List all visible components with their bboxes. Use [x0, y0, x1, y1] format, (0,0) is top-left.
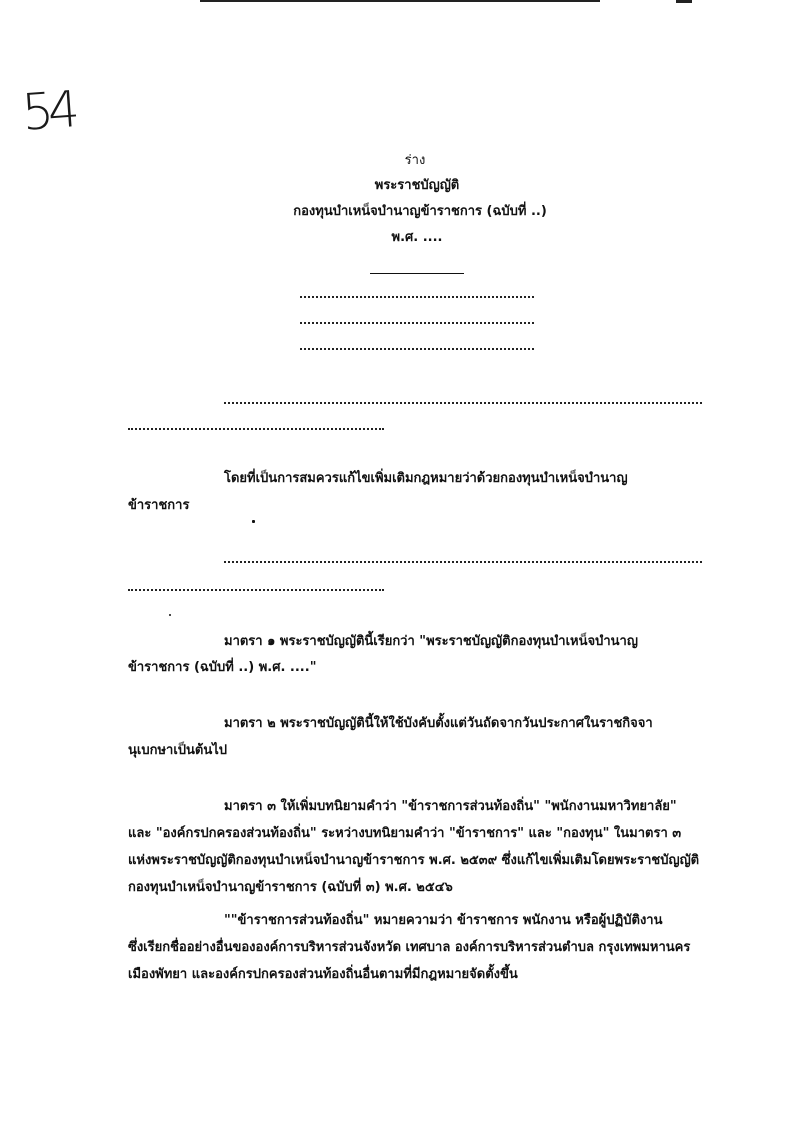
dotted-line: [300, 295, 534, 298]
definition-line: ""ข้าราชการส่วนท้องถิ่น" หมายความว่า ข้าราชการ พนักงาน หรือผู้ปฏิบัติงาน: [224, 913, 663, 928]
dotted-line: [128, 588, 384, 591]
title-rule: [370, 273, 464, 274]
definition-line: ซึ่งเรียกชื่ออย่างอื่นขององค์การบริหารส่วนจังหวัด เทศบาล องค์การบริหารส่วนตำบล กรุงเทพมหานคร: [128, 940, 691, 955]
section-3-line: กองทุนบำเหน็จบำนาญข้าราชการ (ฉบับที่ ๓) พ.ศ. ๒๕๔๖: [128, 880, 453, 895]
act-year: พ.ศ. ....: [391, 230, 443, 245]
definition-line: เมืองพัทยา และองค์กรปกครองส่วนท้องถิ่นอื่นตามที่มีกฎหมายจัดตั้งขึ้น: [128, 967, 518, 982]
section-1-line: ข้าราชการ (ฉบับที่ ..) พ.ศ. ....": [128, 660, 317, 675]
preamble-line: โดยที่เป็นการสมควรแก้ไขเพิ่มเติมกฎหมายว่าด้วยกองทุนบำเหน็จบำนาญ: [224, 471, 628, 486]
section-1-line: มาตรา ๑ พระราชบัญญัตินี้เรียกว่า "พระราชบัญญัติกองทุนบำเหน็จบำนาญ: [224, 634, 638, 649]
scan-top-edge: [200, 0, 600, 2]
scan-speck: [252, 520, 255, 523]
dotted-line: [224, 560, 702, 563]
section-3-line: มาตรา ๓ ให้เพิ่มบทนิยามคำว่า "ข้าราชการส่วนท้องถิ่น" "พนักงานมหาวิทยาลัย": [224, 799, 677, 814]
preamble-line: ข้าราชการ: [128, 498, 190, 513]
section-2-line: นุเบกษาเป็นต้นไป: [128, 743, 228, 758]
scan-speck: [169, 614, 171, 616]
act-subtitle: กองทุนบำเหน็จบำนาญข้าราชการ (ฉบับที่ ..): [293, 204, 547, 219]
scan-top-mark: [676, 0, 692, 3]
draft-label: ร่าง: [404, 153, 426, 168]
dotted-line: [300, 347, 534, 350]
section-3-line: แห่งพระราชบัญญัติกองทุนบำเหน็จบำนาญข้าราชการ พ.ศ. ๒๕๓๙ ซึ่งแก้ไขเพิ่มเติมโดยพระราชบัญญัติ: [128, 853, 700, 868]
dotted-line: [128, 427, 384, 430]
dotted-line: [300, 321, 534, 324]
dotted-line: [224, 401, 702, 404]
act-title: พระราชบัญญัติ: [374, 178, 460, 193]
handwritten-page-number: 54: [20, 80, 76, 142]
section-3-line: และ "องค์กรปกครองส่วนท้องถิ่น" ระหว่างบทนิยามคำว่า "ข้าราชการ" และ "กองทุน" ในมาตรา ๓: [128, 826, 682, 841]
section-2-line: มาตรา ๒ พระราชบัญญัตินี้ให้ใช้บังคับตั้งแต่วันถัดจากวันประกาศในราชกิจจา: [224, 716, 653, 731]
